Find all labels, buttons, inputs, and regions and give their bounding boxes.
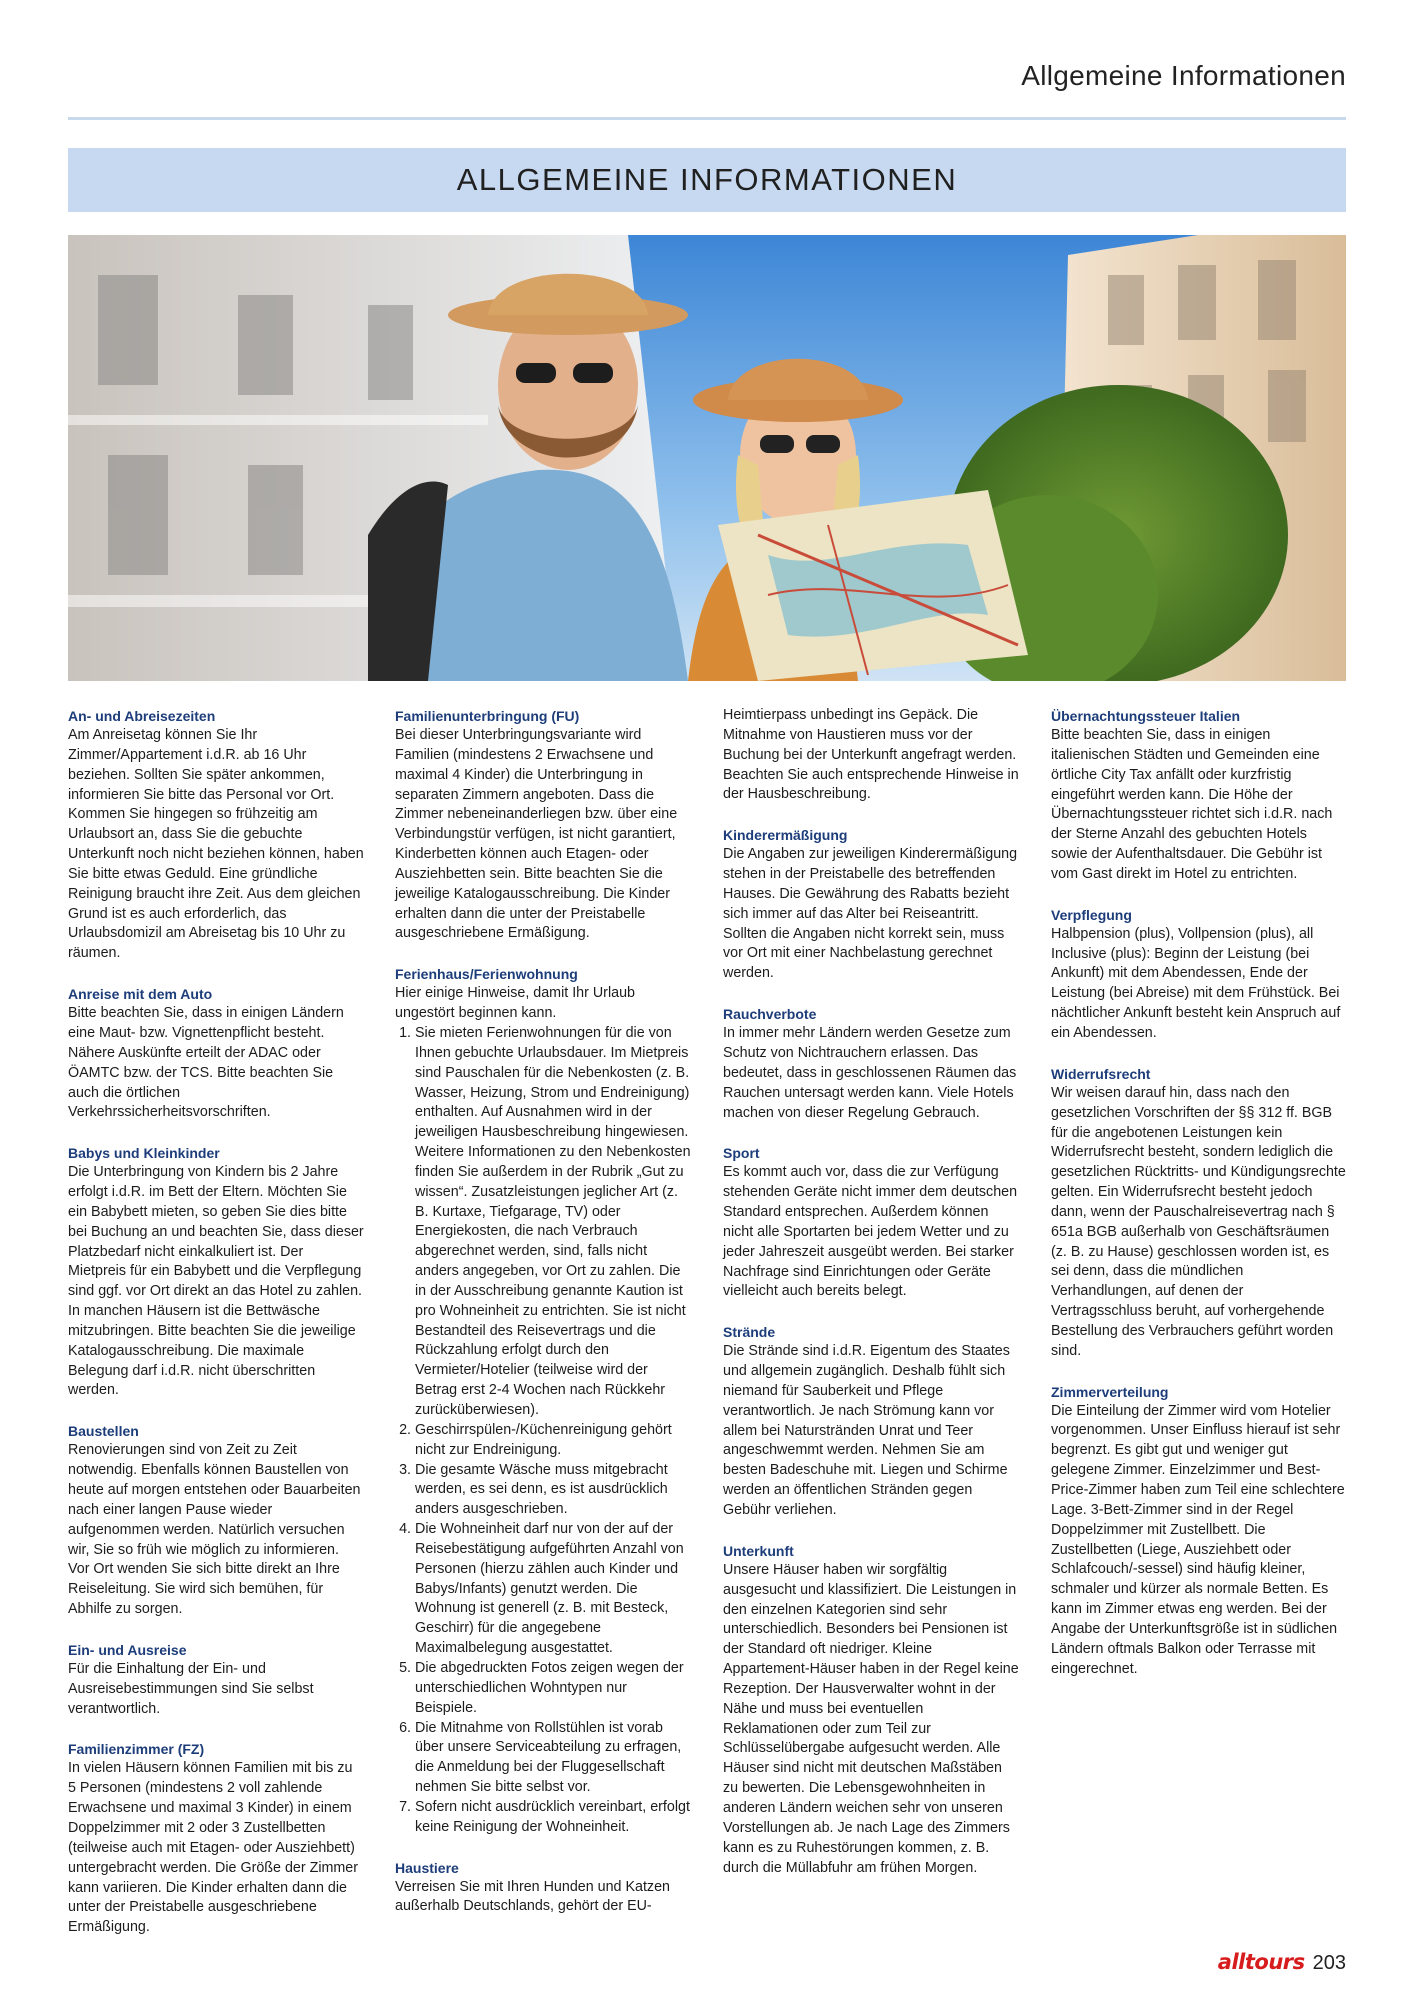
section-heading: Ein- und Ausreise xyxy=(68,1641,187,1658)
column-1 xyxy=(68,706,364,1958)
section-haustiere-continued xyxy=(723,706,1019,805)
section-text: Bei dieser Unterbringungsvariante wird Familien (mindestens 2 Erwachsene und maximal 4 Kinder) die Unterbringung in separaten Zimmern angeboten. Dass die Zimmer nebeneinanderliegen bzw. über eine Verbindungstür verfügen, ist nicht garantiert, Kinderbetten können auch Etagen- oder Ausziehbetten sein. Bitte beachten Sie die jeweilige Katalogausschreibung. Die Kinder erhalten dann die unter der Preistabelle ausgeschriebene Ermäßigung. xyxy=(395,727,678,942)
section-heading: Verpflegung xyxy=(1051,906,1132,923)
hero-photo xyxy=(68,235,1346,681)
section-heading: Ferienhaus/Ferienwohnung xyxy=(395,966,578,983)
section-kinderermaessigung xyxy=(723,825,1019,984)
section-text: Für die Einhaltung der Ein- und Ausreisebestimmungen sind Sie selbst verantwortlich. xyxy=(68,1660,314,1717)
section-heading: Übernachtungssteuer Italien xyxy=(1051,708,1241,724)
section-heading: Strände xyxy=(723,1324,776,1341)
page-footer xyxy=(1218,1950,1346,1975)
list-item: 7. Sofern nicht ausdrücklich vereinbart, erfolgt keine Reinigung der Wohneinheit. xyxy=(415,1798,691,1838)
header-divider xyxy=(68,117,1346,120)
list-item: 1. Sie mieten Ferienwohnungen für die von Ihnen gebuchte Urlaubsdauer. Im Mietpreis sind Pauschalen für die Nebenkosten (z. B. Wasser, Heizung, Strom und Endreinigung) enthalten. Auf Ausnahmen wird in der jeweiligen Hausbeschreibung hingewiesen. Weitere Informationen zu den Nebenkosten finden Sie außerdem in der Rubrik „Gut zu wissen“. Zusatzleistungen jeglicher Art (z. B. Kurtaxe, Tiefgarage, TV) oder Energiekosten, die nach Verbrauch abgerechnet werden, sind, falls nicht anders angegeben, vor Ort zu zahlen. Die in der Ausschreibung genannte Kaution ist pro Wohneinheit zu entrichten. Sie ist nicht Bestandteil des Reisevertrags und die Rückzahlung erfolgt durch den Vermieter/Hotelier (teilweise wird der Betrag erst 2-4 Wochen nach Rückkehr zurücküberwiesen). xyxy=(415,1024,691,1421)
section-text: Wir weisen darauf hin, dass nach den gesetzlichen Vorschriften der §§ 312 ff. BGB für die angebotenen Leistungen kein Widerrufsrecht besteht, sondern lediglich die gesetzlichen Rücktritts- und Kündigungsrechte gelten. Ein Widerrufsrecht besteht jedoch dann, wenn der Pauschalreisevertrag nach § 651a BGB außerhalb von Geschäftsräumen (z. B. zu Hause) geschlossen worden ist, es sei denn, dass die mündlichen Verhandlungen, auf denen der Vertragsschluss beruht, auf vorhergehende Bestellung des Verbrauchers geführt worden sind. xyxy=(1051,1084,1346,1359)
section-heading: Anreise mit dem Auto xyxy=(68,986,213,1003)
list-item: 4. Die Wohneinheit darf nur von der auf der Reisebestätigung aufgeführten Anzahl von Personen (hierzu zählen auch Kinder und Babys/Infants) genutzt werden. Die Wohnung ist generell (z. B. mit Besteck, Geschirr) für die angegebene Maximalbelegung ausgestattet. xyxy=(415,1520,691,1659)
section-text: Die Einteilung der Zimmer wird vom Hotelier vorgenommen. Unser Einfluss hierauf ist sehr begrenzt. Es gibt gut und weniger gut gelegene Zimmer. Einzelzimmer und Best-Price-Zimmer haben zum Teil eine schlechtere Lage. 3-Bett-Zimmer sind in der Regel Doppelzimmer mit Zustellbett. Die Zustellbetten (Liege, Ausziehbett oder Schlafcouch/-sessel) sind häufig kleiner, schmaler und kürzer als normale Betten. Es kann im Zimmer etwas eng werden. Bei der Angabe der Unterkunftsgröße ist in südlichen Ländern oftmals Balkon oder Terrasse mit eingerechnet. xyxy=(1051,1402,1345,1677)
section-heading: Unterkunft xyxy=(723,1542,794,1559)
list-item: 3. Die gesamte Wäsche muss mitgebracht werden, es sei denn, es ist ausdrücklich anders ausgeschrieben. xyxy=(415,1461,691,1521)
section-text: Am Anreisetag können Sie Ihr Zimmer/Appartement i.d.R. ab 16 Uhr beziehen. Sollten Sie später ankommen, informieren Sie bitte das Personal vor Ort. Kommen Sie hingegen so frühzeitig am Urlaubsort an, dass Sie die gebuchte Unterkunft noch nicht beziehen können, haben Sie bitte etwas Geduld. Eine gründliche Reinigung braucht ihre Zeit. Aus dem gleichen Grund ist es auch erforderlich, das Urlaubsdomizil am Abreisetag bis 10 Uhr zu räumen. xyxy=(68,727,364,962)
section-rauchverbote xyxy=(723,1004,1019,1123)
brand-logo: alltours xyxy=(1217,1950,1305,1974)
page-title: ALLGEMEINE INFORMATIONEN xyxy=(456,162,958,197)
section-widerrufsrecht xyxy=(1051,1064,1347,1362)
section-text: Hier einige Hinweise, damit Ihr Urlaub ungestört beginnen kann. xyxy=(395,985,635,1022)
list-item: 2. Geschirrspülen-/Küchenreinigung gehört nicht zur Endreinigung. xyxy=(415,1421,691,1461)
section-baustellen xyxy=(68,1421,364,1620)
section-ferienhaus xyxy=(395,964,691,1837)
section-uebernachtungssteuer xyxy=(1051,706,1347,885)
section-text: Renovierungen sind von Zeit zu Zeit notwendig. Ebenfalls können Baustellen von heute auf morgen entstehen oder Bauarbeiten nach einer langen Pause wieder aufgenommen werden. Natürlich versuchen wir, Sie so früh wie möglich zu informieren. Vor Ort wenden Sie sich bitte direkt an Ihre Reiseleitung. Sie wird sich bemühen, für Abhilfe zu sorgen. xyxy=(68,1442,361,1618)
section-text: Es kommt auch vor, dass die zur Verfügung stehenden Geräte nicht immer dem deutschen Standard entsprechen. Außerdem können nicht alle Sportarten bei jedem Wetter und zu jeder Jahreszeit ausgeübt werden. Bei starker Nachfrage sind Einrichtungen oder Geräte vielleicht auch bereits belegt. xyxy=(723,1164,1018,1300)
section-text: Die Unterbringung von Kindern bis 2 Jahre erfolgt i.d.R. im Bett der Eltern. Möchten Sie ein Babybett mieten, so geben Sie dies bitte bei Buchung an und beachten Sie, dass dieser Platzbedarf nicht einkalkuliert ist. Der Mietpreis für ein Babybett und die Verpflegung sind ggf. vor Ort direkt an das Hotel zu zahlen. In manchen Häusern ist die Bettwäsche mitzubringen. Bitte beachten Sie die jeweilige Katalogausschreibung. Die maximale Belegung darf i.d.R. nicht überschritten werden. xyxy=(68,1164,364,1399)
section-anreise-auto xyxy=(68,984,364,1123)
section-haustiere xyxy=(395,1858,691,1918)
ferienhaus-list xyxy=(395,1024,691,1838)
info-columns xyxy=(68,706,1346,1951)
title-banner xyxy=(68,148,1346,212)
section-heading: Widerrufsrecht xyxy=(1051,1065,1151,1082)
column-4 xyxy=(1051,706,1347,1699)
section-text: In vielen Häusern können Familien mit bis zu 5 Personen (mindestens 2 voll zahlende Erwachsene und maximal 3 Kinder) in einem Doppelzimmer mit 2 oder 3 Zustellbetten (teilweise auch mit Etagen- oder Ausziehbett) untergebracht werden. Die Größe der Zimmer kann variieren. Die Kinder erhalten dann die unter der Preistabelle ausgeschriebene Ermäßigung. xyxy=(68,1760,359,1936)
section-heading: Rauchverbote xyxy=(723,1006,817,1023)
section-zimmerverteilung xyxy=(1051,1382,1347,1680)
section-text: In immer mehr Ländern werden Gesetze zum Schutz von Nichtrauchern erlassen. Das bedeutet, dass in geschlossenen Räumen das Rauchen untersagt werden kann. Viele Hotels machen von dieser Regelung Gebrauch. xyxy=(723,1025,1017,1121)
section-text: Die Strände sind i.d.R. Eigentum des Staates und allgemein zugänglich. Deshalb fühlt sich niemand für Sauberkeit und Pflege verantwortlich. Je nach Strömung kann vor allem bei Naturstränden Unrat und Teer angeschwemmt werden. Nehmen Sie am besten Badeschuhe mit. Liegen und Schirme werden an öffentlichen Stränden gegen Gebühr verliehen. xyxy=(723,1343,1010,1518)
section-text: Die Angaben zur jeweiligen Kinderermäßigung stehen in der Preistabelle des betreffenden Hauses. Die Gewährung des Rabatts bezieht sich immer auf das Alter bei Reiseantritt. Sollten die Angaben nicht korrekt sein, muss vor Ort mit einer Nachbelastung gerechnet werden. xyxy=(723,846,1018,982)
section-text: Unsere Häuser haben wir sorgfältig ausgesucht und klassifiziert. Die Leistungen in den einzelnen Kategorien sind sehr unterschiedlich. Besonders bei Pensionen ist der Standard oft niedriger. Kleine Appartement-Häuser haben in der Regel keine Rezeption. Der Hausverwalter wohnt in der Nähe und muss bei eventuellen Reklamationen oder zum Teil zur Schlüsselübergabe aufgesucht werden. Alle Häuser sind nicht mit deutschen Maßstäben zu bewerten. Die Lebensgewohnheiten in anderen Ländern weichen sehr von unseren Vorstellungen ab. Je nach Lage des Zimmers kann es zu Ruhestörungen kommen, z. B. durch die Müllabfuhr am frühen Morgen. xyxy=(723,1561,1019,1876)
section-heading: Babys und Kleinkinder xyxy=(68,1145,220,1162)
running-title: Allgemeine Informationen xyxy=(1021,60,1346,91)
section-heading: Familienunterbringung (FU) xyxy=(395,708,580,724)
section-heading: Sport xyxy=(723,1145,760,1162)
section-text: Heimtierpass unbedingt ins Gepäck. Die Mitnahme von Haustieren muss vor der Buchung bei der Unterkunft angefragt werden. Beachten Sie auch entsprechende Hinweise in der Hausbeschreibung. xyxy=(723,707,1019,803)
section-an-abreisezeiten xyxy=(68,706,364,964)
section-verpflegung xyxy=(1051,905,1347,1044)
section-heading: Familienzimmer (FZ) xyxy=(68,1741,205,1758)
section-straende xyxy=(723,1322,1019,1521)
section-ein-ausreise xyxy=(68,1640,364,1720)
section-heading: An- und Abreisezeiten xyxy=(68,708,216,724)
section-text: Bitte beachten Sie, dass in einigen Ländern eine Maut- bzw. Vignettenpflicht besteht. Nähere Auskünfte erteilt der ADAC oder ÖAMTC bzw. der TCS. Bitte beachten Sie auch die örtlichen Verkehrssicherheitsvorschriften. xyxy=(68,1005,344,1121)
section-heading: Baustellen xyxy=(68,1423,139,1440)
page-number: 203 xyxy=(1312,1952,1346,1974)
section-heading: Kinderermäßigung xyxy=(723,827,848,844)
section-familienzimmer xyxy=(68,1739,364,1938)
section-text: Verreisen Sie mit Ihren Hunden und Katzen außerhalb Deutschlands, gehört der EU- xyxy=(395,1878,670,1915)
section-babys-kleinkinder xyxy=(68,1143,364,1401)
list-item: 5. Die abgedruckten Fotos zeigen wegen der unterschiedlichen Wohntypen nur Beispiele. xyxy=(415,1659,691,1719)
list-item: 6. Die Mitnahme von Rollstühlen ist vorab über unsere Serviceabteilung zu erfragen, die Anmeldung bei der Fluggesellschaft nehmen Sie bitte selbst vor. xyxy=(415,1719,691,1798)
section-heading: Zimmerverteilung xyxy=(1051,1383,1169,1400)
section-unterkunft xyxy=(723,1541,1019,1879)
section-text: Halbpension (plus), Vollpension (plus), all Inclusive (plus): Beginn der Leistung (bei Ankunft) mit dem Abendessen, Ende der Leistung (bei Abreise) mit dem Frühstück. Bei nächtlicher Ankunft besteht kein Anspruch auf ein Abendessen. xyxy=(1051,925,1341,1041)
column-2 xyxy=(395,706,691,1937)
section-familienunterbringung xyxy=(395,706,691,944)
section-heading: Haustiere xyxy=(395,1859,459,1876)
column-3 xyxy=(723,706,1019,1898)
travel-couple-photo-icon xyxy=(68,235,1346,681)
section-text: Bitte beachten Sie, dass in einigen italienischen Städten und Gemeinden eine örtliche City Tax anfällt oder kurzfristig eingeführt werden kann. Die Höhe der Übernachtungssteuer richtet sich i.d.R. nach der Sterne Anzahl des gebuchten Hotels sowie der Aufenthaltsdauer. Die Gebühr ist vom Gast direkt im Hotel zu entrichten. xyxy=(1051,727,1333,882)
section-sport xyxy=(723,1143,1019,1302)
